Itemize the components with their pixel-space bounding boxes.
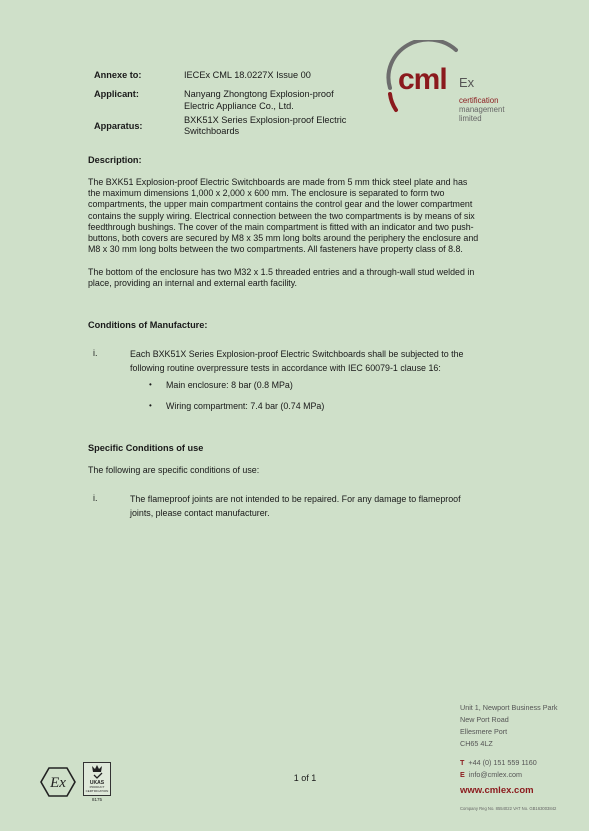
specific-condition: [130, 492, 510, 520]
description-line: The BXK51 Explosion-proof Electric Switchboards are made from 5 mm thick steel plate and has: [88, 177, 468, 187]
manufacture-title: Conditions of Manufacture:: [88, 320, 208, 330]
bullet-icon: •: [149, 401, 152, 410]
description-line: place, providing an internal and external earth facility.: [88, 278, 298, 289]
ukas-number: 8175: [91, 797, 102, 802]
cml-logo: [384, 40, 524, 130]
bullet-icon: •: [149, 380, 152, 389]
apparatus-label: Apparatus:: [94, 121, 143, 131]
svg-text:Ex: Ex: [50, 775, 66, 791]
telephone: [460, 758, 537, 767]
apparatus-line-2: Switchboards: [184, 126, 240, 136]
company-registration: Company Reg No. 8554022 VAT No. GB163003842: [460, 806, 557, 811]
logo-ex: Ex: [459, 75, 475, 90]
page-number: 1 of 1: [293, 773, 317, 783]
atex-ex-hexagon-icon: [40, 766, 76, 798]
test-wiring-compartment: Wiring compartment: 7.4 bar (0.74 MPa): [166, 401, 325, 411]
test-main-enclosure: Main enclosure: 8 bar (0.8 MPa): [166, 380, 293, 390]
crown-tick-icon: [84, 763, 110, 781]
description-line: compartments, the upper main compartment contains the control gear and the lower compartment: [88, 199, 473, 210]
specific-line-2: joints, please contact manufacturer.: [130, 508, 270, 518]
manufacture-numeral: i.: [93, 348, 98, 358]
address-line: Unit 1, Newport Business Park: [460, 703, 558, 712]
annexe-label: Annexe to:: [94, 70, 142, 80]
manufacture-line-2: following routine overpressure tests in accordance with IEC 60079-1 clause 16:: [130, 363, 441, 373]
address-line: Ellesmere Port: [460, 727, 508, 736]
address-line: New Port Road: [460, 715, 509, 724]
email: [460, 770, 522, 779]
logo-tag-1: certification: [459, 96, 499, 105]
specific-title: Specific Conditions of use: [88, 443, 204, 453]
annexe-value: IECEx CML 18.0227X Issue 00: [184, 70, 311, 80]
applicant-line-2: Electric Appliance Co., Ltd.: [184, 101, 294, 111]
ukas-sub-1: PRODUCT: [89, 785, 105, 789]
email-address: info@cmlex.com: [468, 770, 523, 779]
specific-line-1: The flameproof joints are not intended to be repaired. For any damage to flameproof: [130, 494, 461, 504]
description-title: Description:: [88, 155, 142, 165]
description-line: contains the supply wiring. Electrical connection between the two compartments is by means of six: [88, 210, 475, 221]
website-link[interactable]: www.cmlex.com: [460, 785, 534, 796]
description-line: The bottom of the enclosure has two M32 x 1.5 threaded entries and a through-wall stud welded in: [88, 267, 475, 277]
description-paragraph-1: [88, 177, 520, 255]
apparatus-line-1: BXK51X Series Explosion-proof Electric: [184, 115, 347, 125]
description-line: buttons, both covers are secured by M8 x 35 mm long bolts around the periphery the enclosure and: [88, 233, 479, 244]
telephone-number: +44 (0) 151 559 1160: [468, 758, 537, 767]
description-paragraph-2: [88, 267, 520, 289]
description-line: the maximum dimensions 1,000 x 2,000 x 600 mm. The enclosure is separated to form two: [88, 188, 445, 199]
description-line: feedthrough bushings. The cover of the main compartment is fitted with an indicator and two push-: [88, 221, 474, 232]
manufacture-line-1: Each BXK51X Series Explosion-proof Electric Switchboards shall be subjected to the: [130, 349, 464, 359]
telephone-label: T: [460, 758, 465, 767]
specific-numeral: i.: [93, 493, 98, 503]
ukas-subtext: [83, 786, 111, 793]
ukas-mark: [83, 762, 111, 804]
manufacture-condition: [130, 347, 510, 375]
applicant-label: Applicant:: [94, 89, 139, 99]
logo-brand: cml: [398, 63, 447, 96]
company-address: [460, 702, 557, 750]
description-line: M8 x 30 mm long bolts between the two compartments. All fasteners have property class of 8.8.: [88, 244, 463, 255]
ukas-sub-2: CERTIFICATION: [85, 788, 109, 793]
logo-tag-2: management: [459, 104, 505, 114]
email-label: E: [460, 770, 465, 779]
logo-tagline: [459, 97, 505, 123]
address-line: CH65 4LZ: [460, 739, 493, 748]
applicant-line-1: Nanyang Zhongtong Explosion-proof: [184, 89, 334, 99]
ukas-text: UKAS: [89, 780, 105, 786]
logo-tag-3: limited: [459, 113, 482, 123]
specific-intro: The following are specific conditions of use:: [88, 465, 260, 475]
